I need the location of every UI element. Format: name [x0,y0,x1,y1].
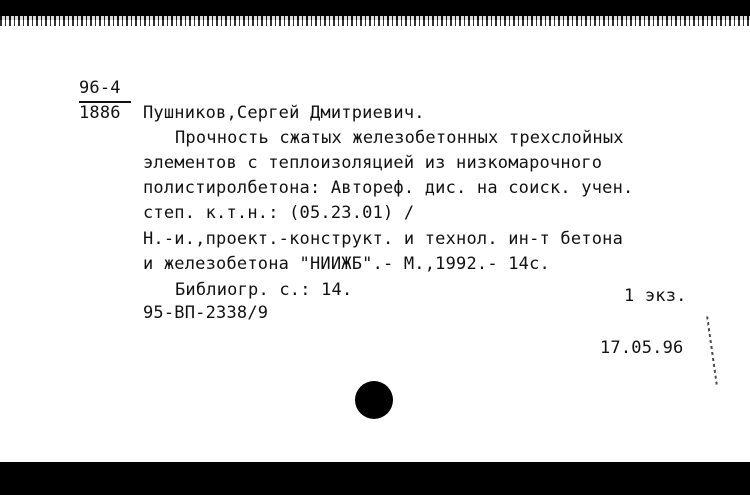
record-number: 1886 [79,103,121,123]
scan-border [0,462,750,495]
received-date: 17.05.96 [600,338,684,358]
title-line-3: полистиролбетона: Автореф. дис. на соиск. учен. [143,178,634,198]
title-line-4: степ. к.т.н.: (05.23.01) / [143,203,415,223]
author-name: Пушников,Сергей Дмитриевич. [143,103,425,123]
title-line-6: и железобетона "НИИЖБ".- М.,1992.- 14с. [143,254,550,274]
title-line-1: Прочность сжатых железобетонных трехслойных [175,128,624,148]
registry-number: 95-ВП-2338/9 [143,303,269,323]
title-line-2: элементов с теплоизоляцией из низкомарочного [143,153,603,173]
bibliography-note: Библиогр. с.: 14. [175,280,353,300]
punch-hole [355,381,393,419]
scan-edge-noise [0,16,750,32]
shelf-mark: 96-4 [79,78,121,98]
title-line-5: Н.-и.,проект.-конструкт. и технол. ин-т бетона [143,229,624,249]
copies-count: 1 экз. [624,286,687,306]
